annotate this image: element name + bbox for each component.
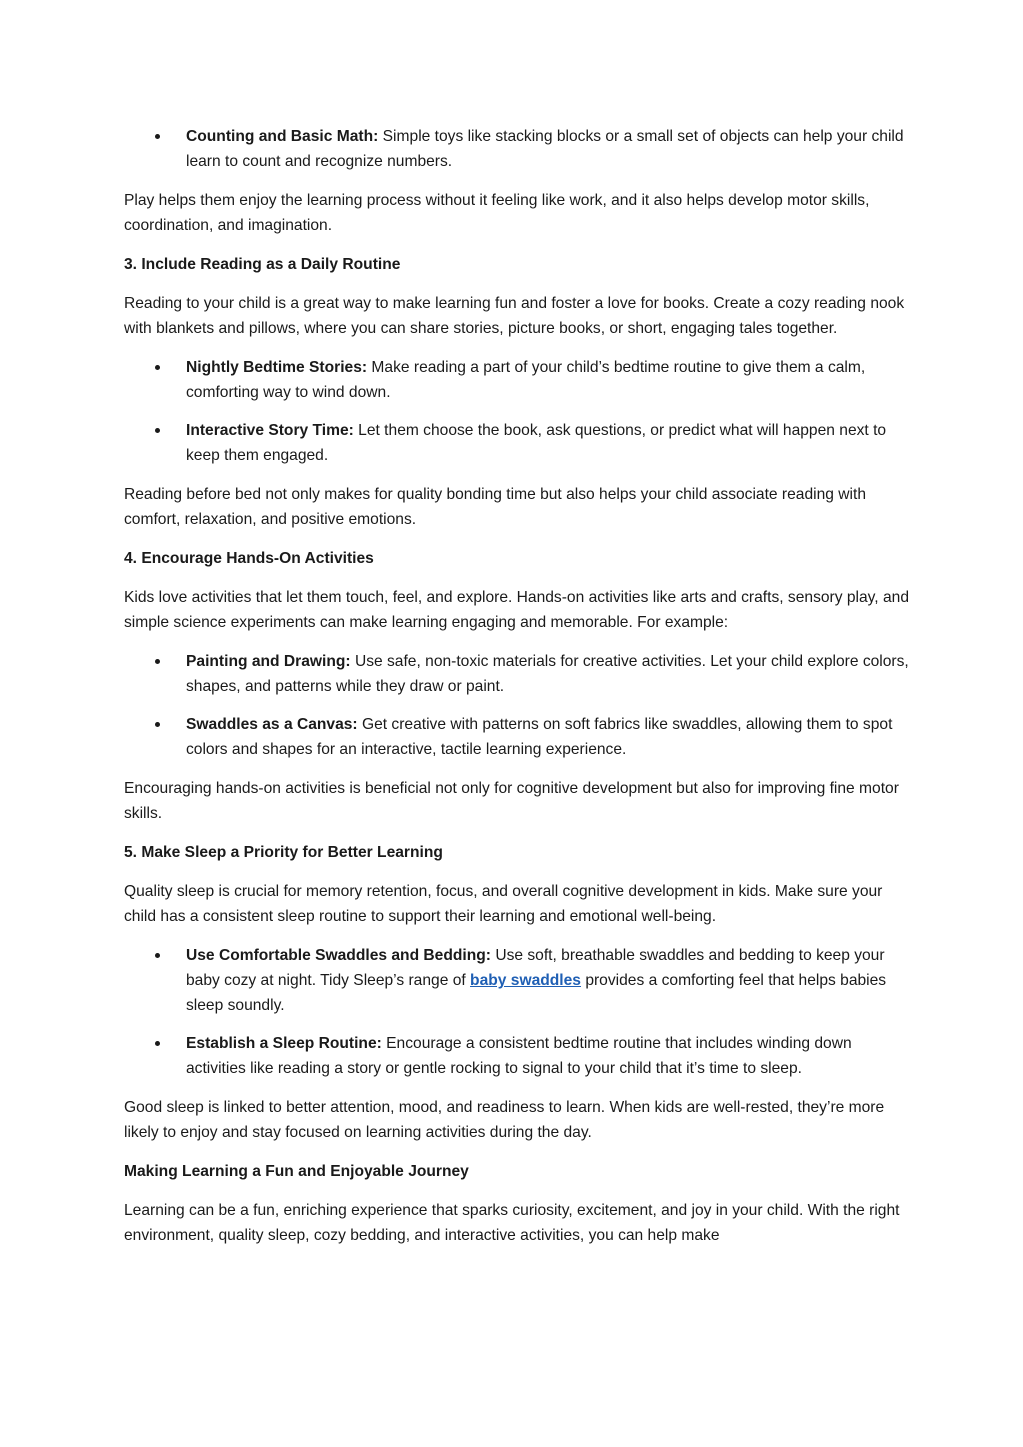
bullet-term: Establish a Sleep Routine: (186, 1035, 382, 1052)
journey-heading: Making Learning a Fun and Enjoyable Journey (124, 1163, 469, 1180)
journey-intro: Learning can be a fun, enriching experience that sparks curiosity, excitement, and joy in your child. With the right environment, quality sleep, cozy bedding, and interactive activities, you can help make (124, 1202, 900, 1244)
bullet-text: Let them choose the book, ask questions, or predict what will happen next to keep them engaged. (186, 422, 887, 464)
bullet-term: Interactive Story Time: (186, 422, 354, 439)
bullet-term: Nightly Bedtime Stories: (186, 359, 368, 376)
intro-bullet-list (124, 124, 913, 174)
list-item (124, 124, 913, 174)
bullet-term: Use Comfortable Swaddles and Bedding: (186, 947, 491, 964)
bullet-text: provides a comforting feel that helps babies sleep soundly. (186, 972, 887, 1014)
bullet-icon (155, 722, 160, 727)
play-paragraph: Play helps them enjoy the learning process without it feeling like work, and it also helps develop motor skills, coordination, and imagination. (124, 192, 870, 234)
sleep-intro: Quality sleep is crucial for memory retention, focus, and overall cognitive development in kids. Make sure your child has a consistent sleep routine to support their learning and emotional well-being. (124, 883, 883, 925)
bullet-text: Use soft, breathable swaddles and bedding to keep your baby cozy at night. Tidy Sleep’s range of (186, 947, 885, 989)
bullet-icon (155, 659, 160, 664)
handson-bullet-list (124, 649, 913, 762)
list-item (124, 943, 913, 1018)
list-item (124, 649, 913, 699)
bullet-term: Swaddles as a Canvas: (186, 716, 358, 733)
reading-intro: Reading to your child is a great way to make learning fun and foster a love for books. Create a cozy reading nook with blankets and pillows, where you can share stories, picture books, or short, engaging tales together. (124, 295, 905, 337)
bullet-text: Encourage a consistent bedtime routine that includes winding down activities like reading a story or gentle rocking to signal to your child that it’s time to sleep. (186, 1035, 852, 1077)
handson-intro: Kids love activities that let them touch, feel, and explore. Hands-on activities like arts and crafts, sensory play, and simple science experiments can make learning engaging and memorable. For example: (124, 589, 909, 631)
handson-outro: Encouraging hands-on activities is beneficial not only for cognitive development but also for improving fine motor skills. (124, 780, 899, 822)
reading-bullet-list (124, 355, 913, 468)
baby-swaddles-link[interactable]: baby swaddles (470, 972, 581, 989)
bullet-text: Get creative with patterns on soft fabrics like swaddles, allowing them to spot colors and shapes for an interactive, tactile learning experience. (186, 716, 893, 758)
bullet-icon (155, 365, 160, 370)
list-item (124, 1031, 913, 1081)
sleep-bullet-list (124, 943, 913, 1081)
bullet-term: Counting and Basic Math: (186, 128, 379, 145)
bullet-text: Use safe, non-toxic materials for creative activities. Let your child explore colors, shapes, and patterns while they draw or paint. (186, 653, 909, 695)
bullet-icon (155, 1041, 160, 1046)
list-item (124, 418, 913, 468)
list-item (124, 355, 913, 405)
bullet-icon (155, 953, 160, 958)
reading-outro: Reading before bed not only makes for quality bonding time but also helps your child associate reading with comfort, relaxation, and positive emotions. (124, 486, 867, 528)
reading-heading: 3. Include Reading as a Daily Routine (124, 256, 401, 273)
bullet-term: Painting and Drawing: (186, 653, 351, 670)
sleep-heading: 5. Make Sleep a Priority for Better Learning (124, 844, 443, 861)
sleep-outro: Good sleep is linked to better attention, mood, and readiness to learn. When kids are well-rested, they’re more likely to enjoy and stay focused on learning activities during the day. (124, 1099, 885, 1141)
bullet-text: Make reading a part of your child’s bedtime routine to give them a calm, comforting way to wind down. (186, 359, 866, 401)
list-item (124, 712, 913, 762)
bullet-text: Simple toys like stacking blocks or a small set of objects can help your child learn to count and recognize numbers. (186, 128, 904, 170)
handson-heading: 4. Encourage Hands-On Activities (124, 550, 374, 567)
bullet-icon (155, 428, 160, 433)
bullet-icon (155, 134, 160, 139)
